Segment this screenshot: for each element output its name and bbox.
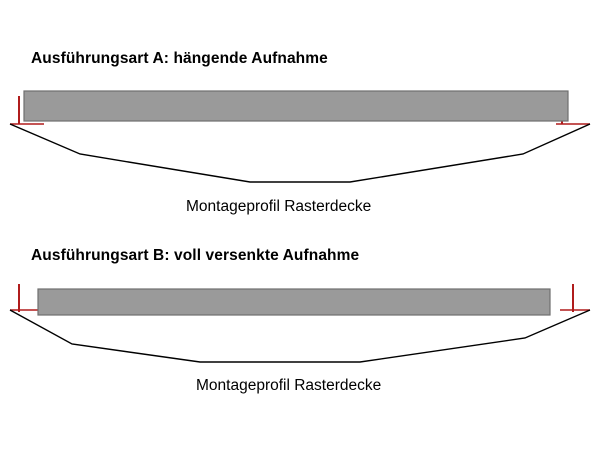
panel-a-drawing bbox=[10, 91, 590, 182]
panel-b-caption: Montageprofil Rasterdecke bbox=[196, 377, 382, 394]
panel-b-drawing bbox=[10, 284, 590, 362]
panel-a-title: Ausführungsart A: hängende Aufnahme bbox=[31, 50, 328, 67]
panel-a-mounting-profile bbox=[10, 124, 590, 182]
panel-a-caption: Montageprofil Rasterdecke bbox=[186, 198, 372, 215]
panel-a-luminaire-body bbox=[24, 91, 568, 121]
panel-b-luminaire-body bbox=[38, 289, 550, 315]
panel-b-mounting-profile bbox=[10, 310, 590, 362]
panel-b-title: Ausführungsart B: voll versenkte Aufnahme bbox=[31, 247, 360, 264]
